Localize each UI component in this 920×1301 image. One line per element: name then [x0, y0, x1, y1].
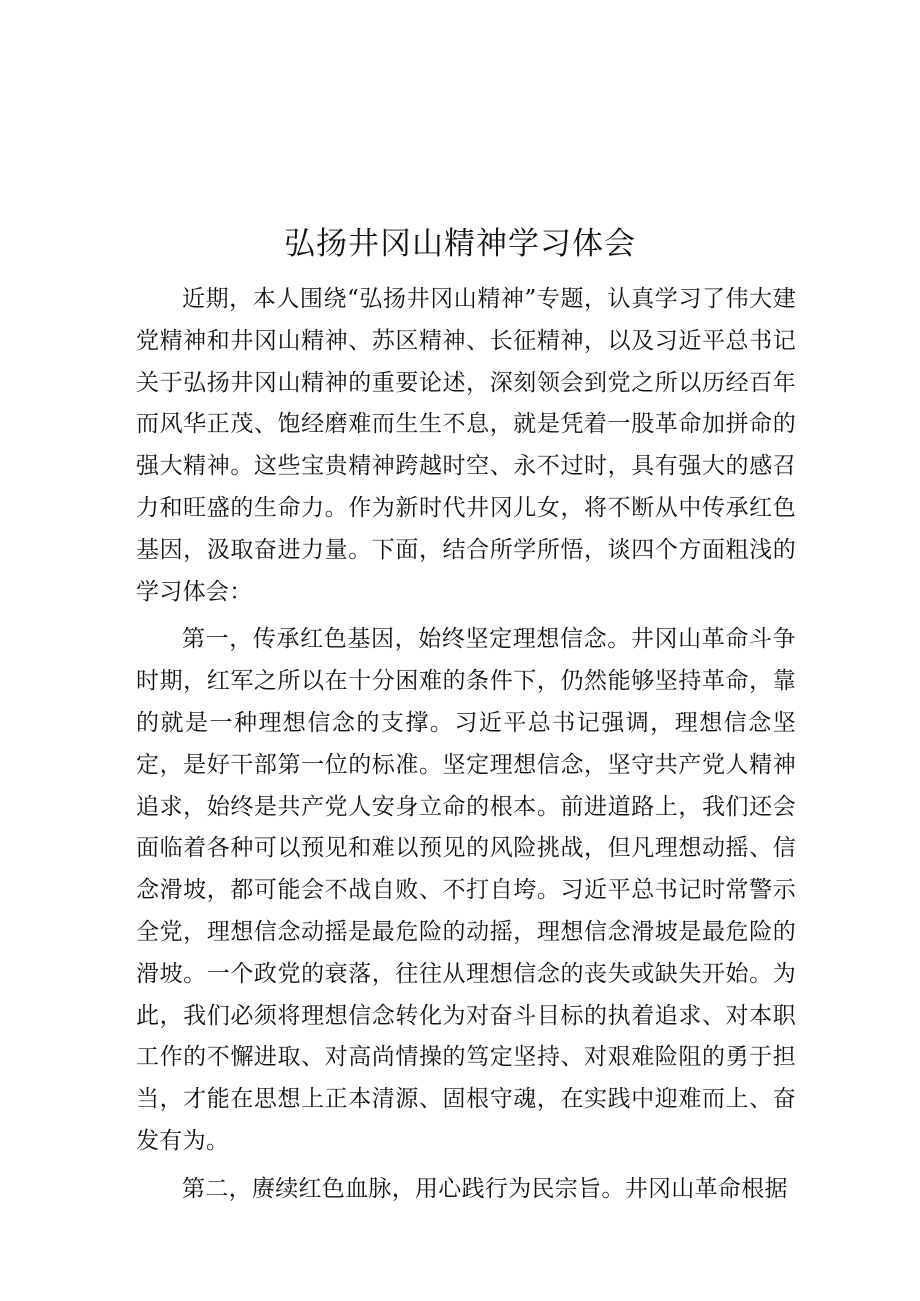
document-title: 弘扬井冈山精神学习体会	[284, 226, 636, 262]
document-body	[136, 279, 796, 1211]
paragraph-intro: 近期，本人围绕“弘扬井冈山精神”专题，认真学习了伟大建党精神和井冈山精神、苏区精神、长征精神，以及习近平总书记关于弘扬井冈山精神的重要论述，深刻领会到党之所以历经百年而风华正茂、饱经磨难而生生不息，就是凭着一股革命加拼命的强大精神。这些宝贵精神跨越时空、永不过时，具有强大的感召力和旺盛的生命力。作为新时代井冈儿女，将不断从中传承红色基因，汲取奋进力量。下面，结合所学所悟，谈四个方面粗浅的学习体会：	[136, 286, 796, 605]
paragraph-first-point: 第一，传承红色基因，始终坚定理想信念。井冈山革命斗争时期，红军之所以在十分困难的条件下，仍然能够坚持革命，靠的就是一种理想信念的支撑。习近平总书记强调，理想信念坚定，是好干部第一位的标准。坚定理想信念，坚守共产党人精神追求，始终是共产党人安身立命的根本。前进道路上，我们还会面临着各种可以预见和难以预见的风险挑战，但凡理想动摇、信念滑坡，都可能会不战自败、不打自垮。习近平总书记时常警示全党，理想信念动摇是最危险的动摇，理想信念滑坡是最危险的滑坡。一个政党的衰落，往往从理想信念的丧失或缺失开始。为此，我们必须将理想信念转化为对奋斗目标的执着追求、对本职工作的不懈进取、对高尚情操的笃定坚持、对艰难险阻的勇于担当，才能在思想上正本清源、固根守魂，在实践中迎难而上、奋发有为。	[136, 626, 796, 1154]
paragraph-second-point: 第二，赓续红色血脉，用心践行为民宗旨。井冈山革命根据	[182, 1175, 788, 1202]
